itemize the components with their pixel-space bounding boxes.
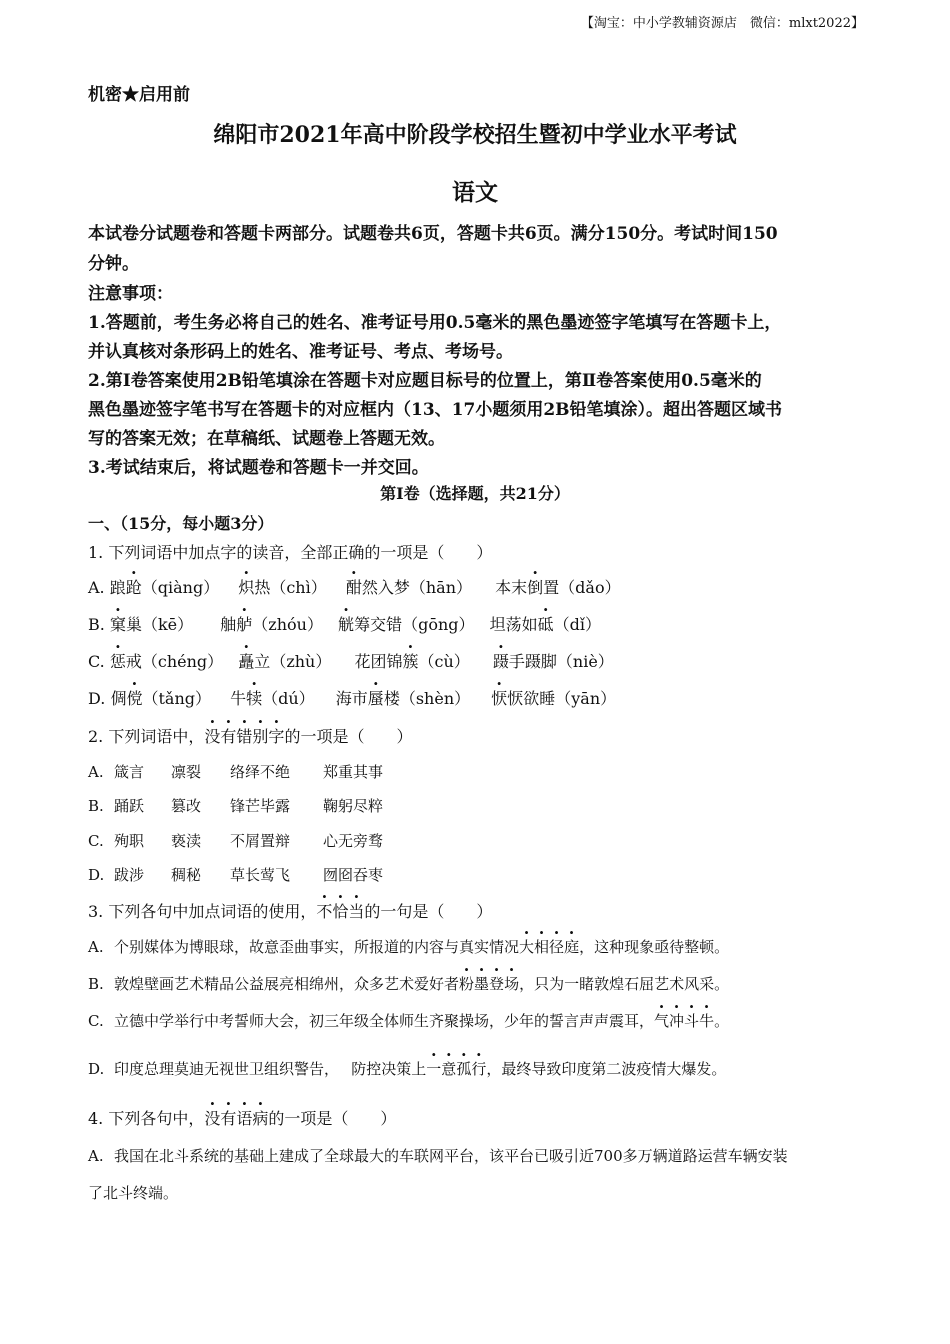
q1c-word1-text: 戒	[125, 652, 142, 671]
q1c-word4-text: 手蹑脚	[508, 652, 557, 671]
emphasis-char: 有	[220, 1109, 237, 1128]
q1-option-c	[88, 649, 614, 672]
q1a-word4-dotted: 倒	[527, 578, 544, 597]
q1d-word2-pinyin: （dú）	[262, 689, 315, 708]
option-label: A.	[88, 578, 105, 597]
q1b-word1-dotted: 窠	[109, 615, 126, 634]
q1b-word4-text: 坦荡如	[489, 615, 538, 634]
q1a-word3-dotted: 酣	[345, 578, 362, 597]
q3a-text-end: ，这种现象亟待整顿。	[579, 938, 730, 956]
q3c-emphasis	[654, 1012, 714, 1030]
option-label: B.	[88, 797, 104, 815]
emphasis-char: 当	[348, 902, 365, 921]
q1c-word3-pinyin: （cù）	[418, 652, 470, 671]
q2b-word2: 篡改	[171, 797, 202, 815]
q2-option-c	[88, 830, 383, 851]
q1d-word4-text: 恹欲睡	[507, 689, 556, 708]
q1b-word3-pinyin: （gōng）	[402, 615, 475, 634]
q2-stem-emphasis	[204, 727, 284, 746]
emphasis-char: 行	[471, 1060, 487, 1078]
emphasis-char: 墨	[474, 975, 490, 993]
notes-heading: 注意事项：	[88, 284, 173, 304]
q1a-word4-text-end: 置	[543, 578, 560, 597]
q1a-word3-text: 然入梦	[361, 578, 410, 597]
intro-line-1: 本试卷分试题卷和答题卡两部分。试题卷共6页，答题卡共6页。满分150分。考试时间150	[88, 224, 778, 244]
q3a-emphasis	[519, 938, 579, 956]
q1c-word3-dotted: 簇	[402, 652, 419, 671]
q1b-word3-text: 筹交错	[354, 615, 403, 634]
q4-stem-text: 4. 下列各句中，	[88, 1109, 205, 1128]
q1d-word2-dotted: 犊	[246, 689, 263, 708]
emphasis-char: 没	[204, 1109, 221, 1128]
q1d-word2-text: 牛	[230, 689, 247, 708]
confidential-mark: 机密★启用前	[88, 85, 190, 105]
option-label: C.	[88, 832, 104, 850]
option-label: A.	[88, 938, 104, 956]
q1a-word1-text: 踉	[109, 578, 126, 597]
q3a-text: 个别媒体为博眼球，故意歪曲事实，所报道的内容与真实情况	[114, 938, 520, 956]
q1b-word1-text: 巢	[125, 615, 142, 634]
note-1-line-1: 1.答题前，考生务必将自己的姓名、准考证号用0.5毫米的黑色墨迹签字笔填写在答题卡上，	[88, 313, 782, 333]
note-1-line-2: 并认真核对条形码上的姓名、准考证号、考点、考场号。	[88, 342, 513, 362]
subject-title: 语文	[452, 179, 498, 206]
option-label: D.	[88, 1060, 105, 1078]
q1b-word4-dotted: 砥	[537, 615, 554, 634]
q3-stem-text-end: 的一句是（ ）	[364, 902, 493, 921]
emphasis-char: 气	[654, 1012, 670, 1030]
q3d-emphasis	[426, 1060, 486, 1078]
q3c-text-end: 。	[714, 1012, 730, 1030]
q3b-emphasis	[459, 975, 519, 993]
q4-option-a-line-2: 了北斗终端。	[88, 1184, 179, 1202]
note-2-line-2: 黑色墨迹签字笔书写在答题卡的对应框内（13、17小题须用2B铅笔填涂）。超出答题区域书	[88, 400, 783, 420]
note-2-line-1: 2.第Ⅰ卷答案使用2B铅笔填涂在答题卡对应题目标号的位置上，第Ⅱ卷答案使用0.5毫米的	[88, 371, 762, 391]
q2a-word1: 箴言	[114, 763, 145, 781]
emphasis-char: 登	[489, 975, 505, 993]
part-1-title: 第Ⅰ卷（选择题，共21分）	[380, 484, 570, 503]
q2b-word4: 鞠躬尽粹	[323, 797, 384, 815]
q1c-word2-dotted: 矗	[238, 652, 255, 671]
q2a-word3: 络绎不绝	[230, 763, 291, 781]
emphasis-char: 庭	[564, 938, 580, 956]
emphasis-char: 径	[549, 938, 565, 956]
q1c-word4-dotted: 蹑	[492, 652, 509, 671]
q2d-word3: 草长莺飞	[230, 866, 291, 884]
q1d-word1-dotted: 傥	[126, 689, 143, 708]
q3c-text: 立德中学举行中考誓师大会，初三年级全体师生齐聚操场，少年的誓言声声震耳，	[114, 1012, 655, 1030]
q1a-word4-text: 本末	[495, 578, 528, 597]
q4a-text: 我国在北斗系统的基础上建成了全球最大的车联网平台，该平台已吸引近700多万辆道路运营车辆安装	[114, 1147, 788, 1165]
emphasis-char: 斗	[684, 1012, 700, 1030]
q2b-word1: 踊跃	[114, 797, 145, 815]
note-3: 3.考试结束后，将试题卷和答题卡一并交回。	[88, 458, 429, 478]
q1b-word2-dotted: 舻	[236, 615, 253, 634]
option-label: D.	[88, 866, 105, 884]
emphasis-char: 语	[236, 1109, 253, 1128]
q1c-word1-pinyin: （chéng）	[141, 652, 224, 671]
q3-option-c	[88, 1010, 729, 1031]
q1b-word1-pinyin: （kē）	[141, 615, 194, 634]
option-label: A.	[88, 1147, 104, 1165]
q2-option-b	[88, 795, 383, 816]
q2c-word3: 不屑置辩	[230, 832, 291, 850]
emphasis-char: 冲	[669, 1012, 685, 1030]
emphasis-char: 意	[441, 1060, 457, 1078]
intro-line-2: 分钟。	[88, 254, 139, 274]
section-1-title: 一、（15分，每小题3分）	[88, 514, 274, 533]
q1d-word3-text-end: 楼	[383, 689, 400, 708]
source-note: 【淘宝：中小学教辅资源店 微信：mlxt2022】	[580, 16, 864, 31]
note-2-line-3: 写的答案无效；在草稿纸、试题卷上答题无效。	[88, 429, 445, 449]
emphasis-char: 相	[534, 938, 550, 956]
option-label: B.	[88, 615, 105, 634]
q1a-word2-text: 热	[254, 578, 271, 597]
emphasis-char: 一	[426, 1060, 442, 1078]
q2d-word4: 囫囵吞枣	[323, 866, 384, 884]
emphasis-char: 不	[316, 902, 333, 921]
q1a-word1-dotted: 跄	[125, 578, 142, 597]
q3d-text: 印度总理莫迪无视世卫组织警告， 防控决策上	[114, 1060, 427, 1078]
q2-stem-text: 2. 下列词语中，	[88, 727, 205, 746]
q2c-word1: 殉职	[114, 832, 145, 850]
q1b-word4-pinyin: （dǐ）	[553, 615, 602, 634]
option-label: C.	[88, 1012, 104, 1030]
q1a-word4-pinyin: （dǎo）	[559, 578, 621, 597]
emphasis-char: 没	[204, 727, 221, 746]
option-label: D.	[88, 689, 106, 708]
emphasis-char: 有	[220, 727, 237, 746]
q1c-word3-text: 花团锦	[354, 652, 403, 671]
q2d-word2: 稠秘	[171, 866, 202, 884]
q1d-word3-dotted: 蜃	[367, 689, 384, 708]
q2c-word4: 心无旁骛	[323, 832, 384, 850]
q1b-word3-dotted: 觥	[338, 615, 355, 634]
q1-stem: 1. 下列词语中加点字的读音，全部正确的一项是（ ）	[88, 543, 493, 562]
option-label: B.	[88, 975, 104, 993]
q3b-text-end: ，只为一睹敦煌石屈艺术风采。	[519, 975, 730, 993]
q2-option-a	[88, 761, 383, 782]
q1-option-a	[88, 575, 621, 598]
q1d-word1-text: 倜	[110, 689, 127, 708]
q3-option-a	[88, 936, 729, 957]
emphasis-char: 场	[504, 975, 520, 993]
option-label: C.	[88, 652, 105, 671]
q3-stem	[88, 899, 492, 922]
q1a-word2-pinyin: （chì）	[270, 578, 327, 597]
emphasis-char: 字	[268, 727, 285, 746]
emphasis-char: 病	[252, 1109, 269, 1128]
emphasis-char: 孤	[456, 1060, 472, 1078]
q1d-word3-text: 海市	[335, 689, 368, 708]
emphasis-char: 错	[236, 727, 253, 746]
emphasis-char: 粉	[459, 975, 475, 993]
q4-stem-text-end: 的一项是（ ）	[268, 1109, 397, 1128]
q4-stem	[88, 1106, 396, 1129]
q2a-word2: 凛裂	[171, 763, 202, 781]
q1c-word2-text: 立	[254, 652, 271, 671]
q2d-word1: 跋涉	[114, 866, 145, 884]
exam-title: 绵阳市2021年高中阶段学校招生暨初中学业水平考试	[213, 122, 737, 148]
q4-option-a-line-1	[88, 1145, 788, 1166]
q2-stem-text-end: 的一项是（ ）	[284, 727, 413, 746]
q2-stem	[88, 724, 412, 747]
q2-option-d	[88, 864, 383, 885]
emphasis-char: 大	[519, 938, 535, 956]
q1d-word4-pinyin: （yān）	[555, 689, 617, 708]
emphasis-char: 别	[252, 727, 269, 746]
emphasis-char: 牛	[699, 1012, 715, 1030]
q2b-word3: 锋芒毕露	[230, 797, 291, 815]
q3d-text-end: ，最终导致印度第二波疫情大爆发。	[486, 1060, 727, 1078]
q1-option-b	[88, 612, 601, 635]
q1b-word2-text: 舳	[220, 615, 237, 634]
q1c-word2-pinyin: （zhù）	[270, 652, 332, 671]
q3-option-b	[88, 973, 729, 994]
q2a-word4: 郑重其事	[323, 763, 384, 781]
q1d-word3-pinyin: （shèn）	[399, 689, 471, 708]
q4-stem-emphasis	[204, 1109, 268, 1128]
option-label: A.	[88, 763, 104, 781]
q3-option-d	[88, 1058, 726, 1079]
q3-stem-emphasis	[316, 902, 364, 921]
q1c-word4-pinyin: （niè）	[556, 652, 614, 671]
q1a-word2-dotted: 炽	[238, 578, 255, 597]
q2c-word2: 亵渎	[171, 832, 202, 850]
emphasis-char: 恰	[332, 902, 349, 921]
q3-stem-text: 3. 下列各句中加点词语的使用，	[88, 902, 317, 921]
q1c-word1-dotted: 惩	[109, 652, 126, 671]
q1b-word2-pinyin: （zhóu）	[252, 615, 323, 634]
q1-option-d	[88, 686, 616, 709]
q1d-word1-pinyin: （tǎng）	[142, 689, 211, 708]
q1a-word3-pinyin: （hān）	[409, 578, 473, 597]
q1a-word1-pinyin: （qiàng）	[141, 578, 220, 597]
q3b-text: 敦煌壁画艺术精品公益展亮相绵州，众多艺术爱好者	[114, 975, 460, 993]
q1d-word4-dotted: 恹	[491, 689, 508, 708]
